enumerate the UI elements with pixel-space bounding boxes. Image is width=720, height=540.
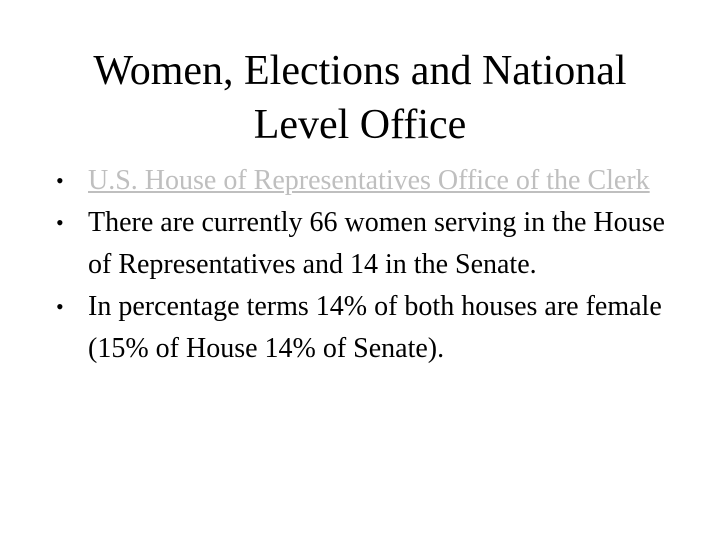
bullet-text: In percentage terms 14% of both houses are female (15% of House 14% of Senate). — [88, 291, 662, 364]
bullet-text: There are currently 66 women serving in the House of Representatives and 14 in the Senate. — [88, 207, 665, 280]
bullet-item-percentage — [56, 286, 676, 370]
bullet-icon: • — [56, 168, 64, 193]
bullet-item-clerk-link — [56, 160, 676, 202]
bullet-item-women-serving — [56, 202, 676, 286]
clerk-office-link[interactable]: U.S. House of Representatives Office of the Clerk — [88, 165, 650, 196]
bullet-list — [56, 160, 676, 370]
slide-title-line-2: Level Office — [253, 102, 467, 148]
bullet-icon: • — [56, 210, 64, 235]
slide-title — [0, 44, 720, 152]
slide-title-line-1: Women, Elections and National — [93, 48, 627, 94]
bullet-icon: • — [56, 294, 64, 319]
